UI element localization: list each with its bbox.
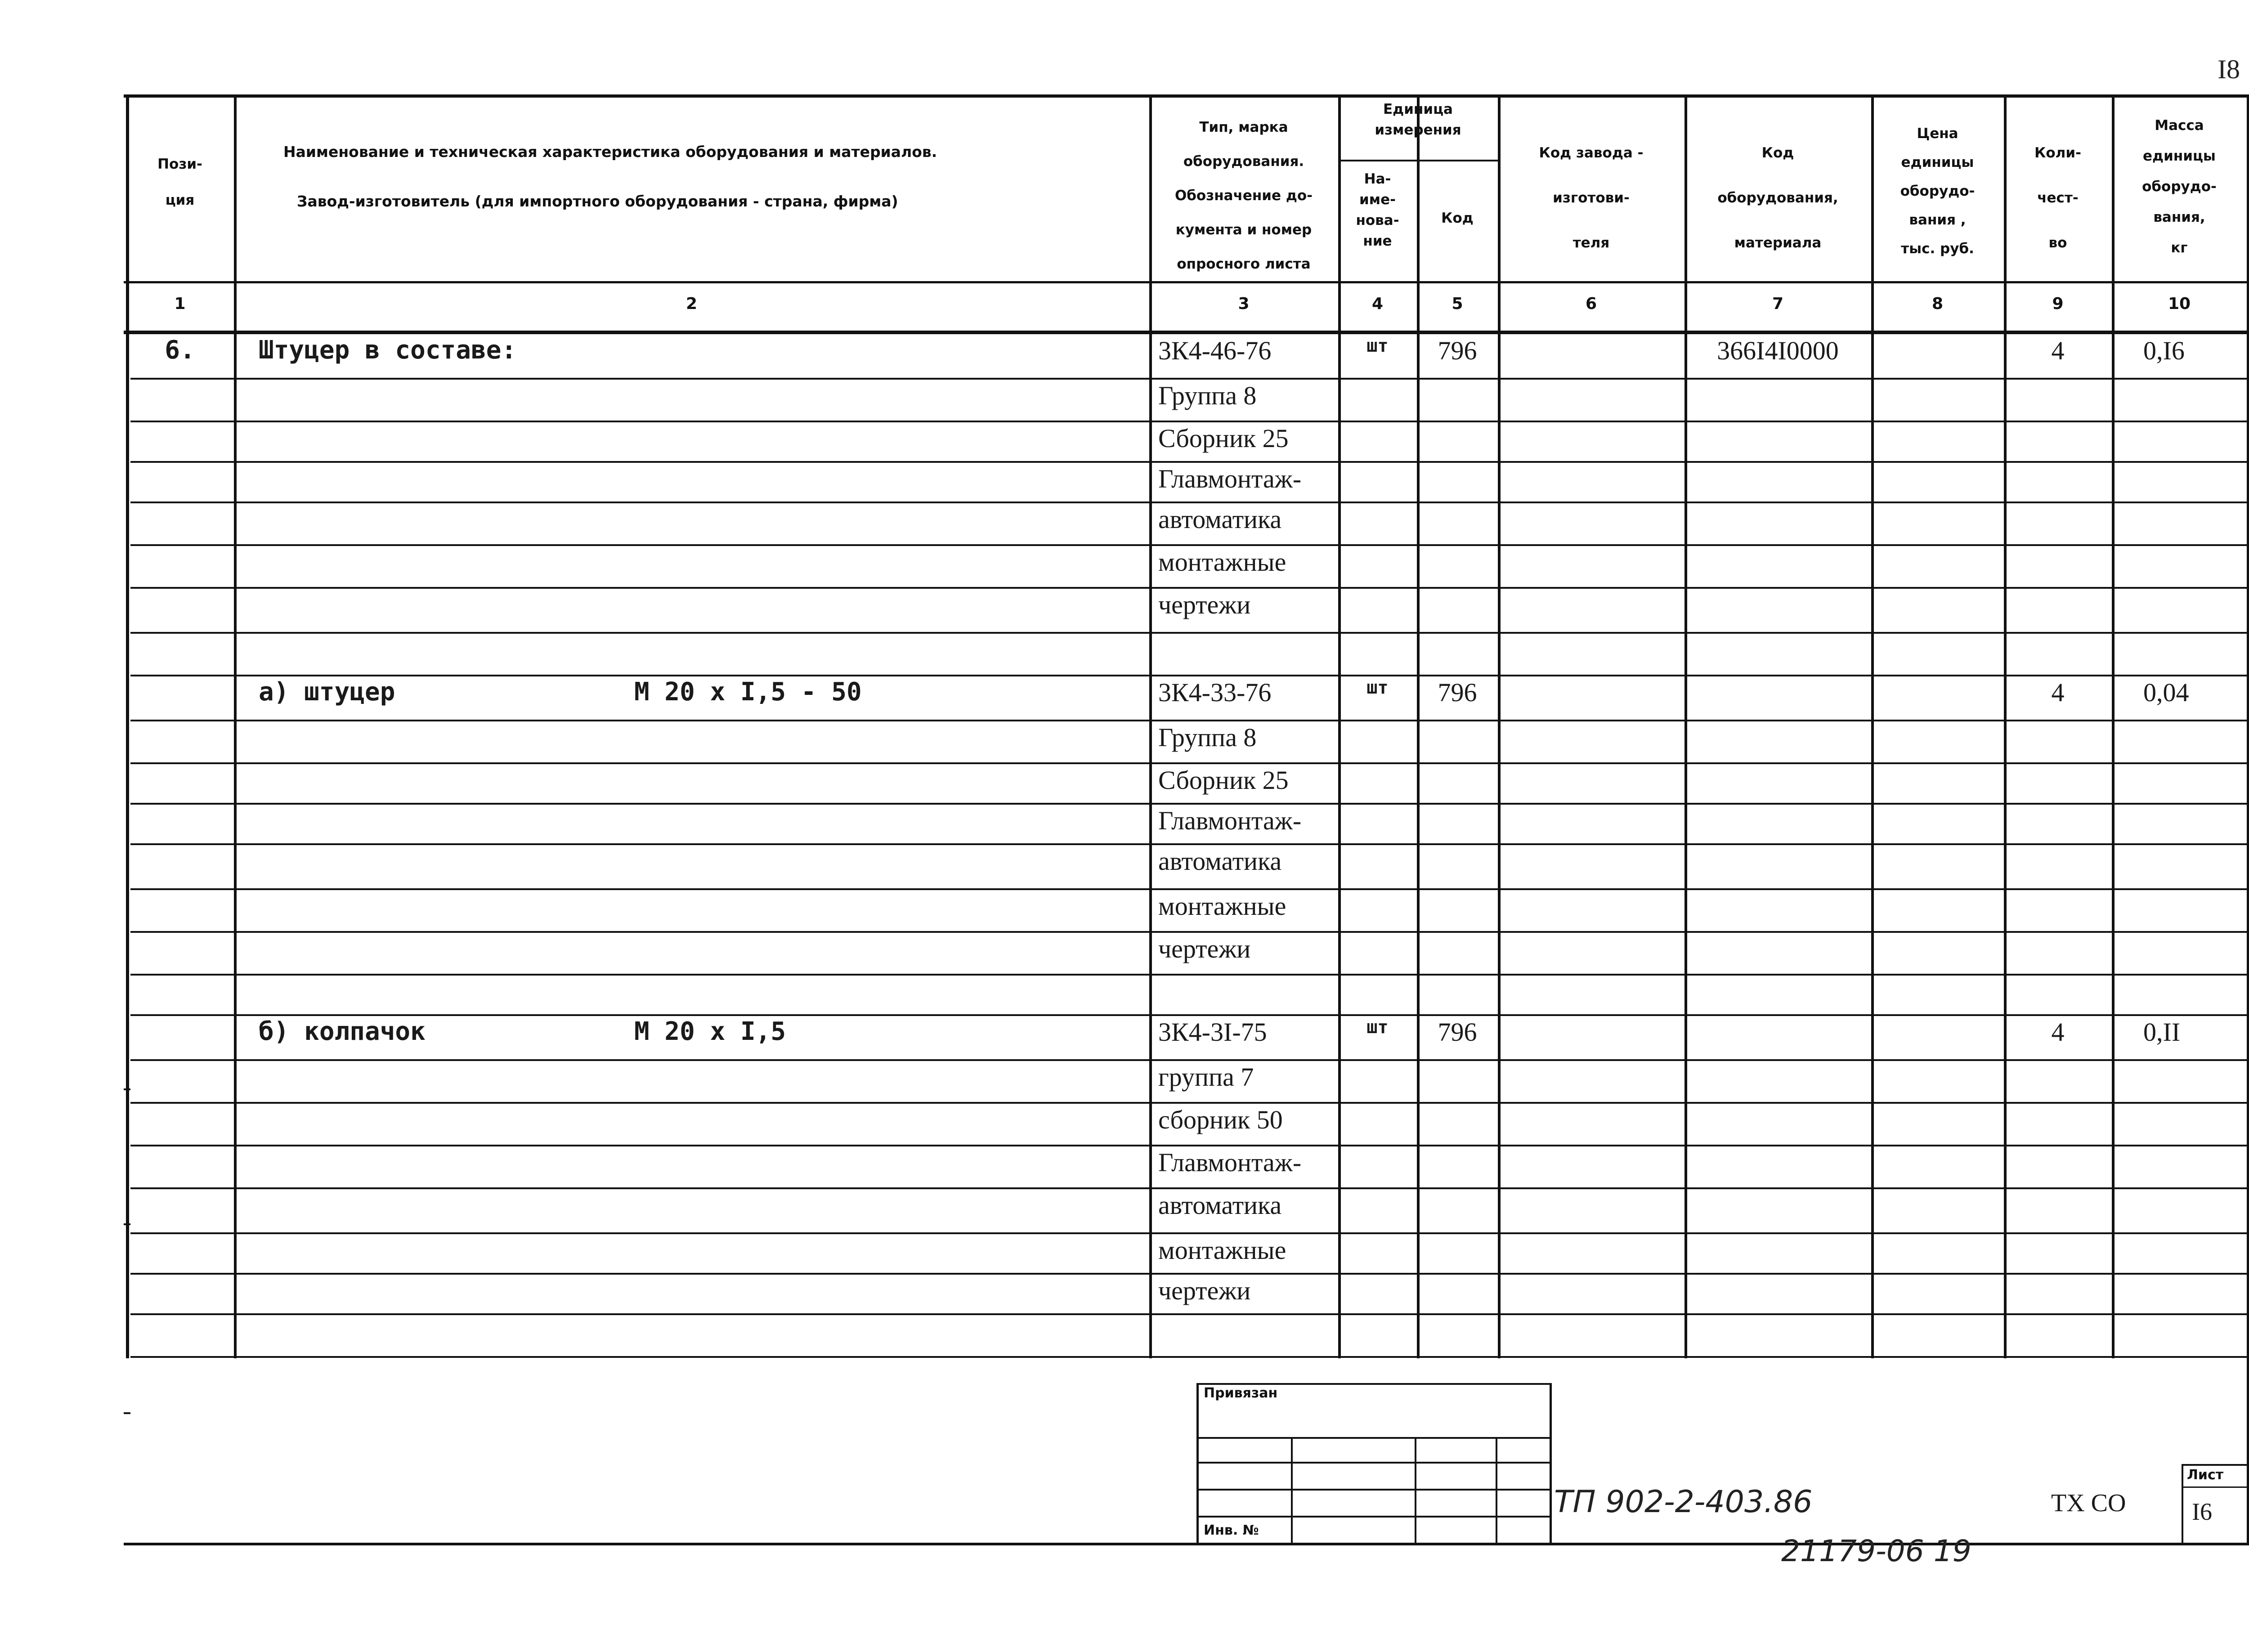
grid-line	[130, 421, 2247, 422]
grid-line	[130, 888, 2247, 890]
header-mass-line: вания,	[2153, 209, 2205, 225]
grid-line	[1291, 1437, 1293, 1543]
header-type-mark-line: опросного листа	[1177, 256, 1311, 272]
grid-line	[130, 803, 2247, 805]
column-number: 8	[1931, 295, 1944, 313]
section-code: ТХ СО	[2051, 1489, 2126, 1517]
header-unit-name-line: На-	[1364, 171, 1391, 187]
grid-line	[1550, 1383, 1552, 1543]
header-unit-name-line: ние	[1363, 233, 1392, 249]
grid-line	[124, 1223, 130, 1225]
header-factory-code-line: теля	[1573, 235, 1610, 251]
grid-line	[1496, 1437, 1497, 1543]
inv-no-label: Инв. №	[1204, 1522, 1259, 1538]
header-equipment-code-line: оборудования,	[1717, 190, 1838, 206]
grid-line	[234, 94, 237, 1358]
grid-line	[130, 1102, 2247, 1104]
grid-line	[130, 931, 2247, 933]
column-number: 4	[1371, 295, 1384, 313]
header-unit	[1338, 99, 1498, 140]
header-position-line: Пози-	[157, 156, 202, 172]
cell-doc: чертежи	[1158, 1276, 1251, 1305]
header-price	[1871, 119, 2004, 263]
cell-qty: 4	[2051, 336, 2065, 365]
cell-doc: сборник 50	[1158, 1105, 1283, 1134]
cell-unit: шт	[1366, 677, 1389, 698]
cell-doc: чертежи	[1158, 934, 1251, 963]
header-position-line: ция	[165, 192, 195, 208]
cell-name: а) штуцер	[259, 677, 395, 707]
cell-doc: автоматика	[1158, 846, 1282, 876]
cell-doc: автоматика	[1158, 505, 1282, 534]
cell-doc: 3К4-46-76	[1158, 336, 1272, 365]
grid-line	[2247, 94, 2249, 1358]
column-number: 5	[1452, 295, 1463, 313]
grid-line	[1685, 94, 1687, 1358]
grid-line	[124, 331, 2247, 334]
grid-line	[126, 94, 129, 1358]
header-price-line: тыс. руб.	[1901, 241, 1974, 257]
cell-qty: 4	[2051, 678, 2065, 707]
cell-doc: автоматика	[1158, 1191, 1282, 1220]
cell-unit-code: 796	[1438, 678, 1477, 707]
header-unit-code: Код	[1441, 210, 1474, 226]
header-type-mark-line: оборудования.	[1183, 153, 1304, 170]
cell-mass: 0,I6	[2143, 336, 2185, 365]
column-number: 6	[1585, 295, 1597, 313]
grid-line	[130, 1356, 2247, 1358]
grid-line	[1149, 94, 1152, 1358]
grid-line	[130, 632, 2247, 634]
header-name-line1: Наименование и техническая характеристика оборудования и материалов.	[283, 143, 937, 161]
grid-line	[130, 378, 2247, 380]
cell-doc: чертежи	[1158, 590, 1251, 619]
cell-qty: 4	[2051, 1017, 2065, 1047]
sheet-label: Лист	[2187, 1467, 2224, 1483]
header-mass-line: кг	[2171, 240, 2188, 256]
grid-line	[130, 843, 2247, 845]
grid-line	[2112, 94, 2115, 1358]
cell-doc: Главмонтаж-	[1158, 806, 1302, 835]
header-type-mark	[1149, 110, 1338, 281]
header-equipment-code	[1685, 130, 1871, 265]
cell-mass: 0,04	[2143, 678, 2189, 707]
grid-line	[124, 94, 2249, 98]
header-equipment-code-line: Код	[1761, 145, 1794, 161]
grid-line	[1415, 1437, 1416, 1543]
grid-line	[2182, 1464, 2247, 1466]
grid-line	[130, 762, 2247, 764]
header-position	[126, 146, 234, 218]
header-unit-name-line: име-	[1359, 192, 1396, 208]
grid-line	[124, 1412, 130, 1414]
cell-doc: Сборник 25	[1158, 424, 1289, 453]
grid-line	[130, 1187, 2247, 1189]
doc-code: ТП 902-2-403.86	[1554, 1484, 1813, 1520]
header-name-line2: Завод-изготовитель (для импортного оборудования - страна, фирма)	[297, 193, 898, 210]
grid-line	[130, 461, 2247, 463]
column-number: 1	[174, 295, 186, 313]
cell-doc: монтажные	[1158, 547, 1286, 577]
grid-line	[2182, 1464, 2183, 1543]
cell-unit-code: 796	[1438, 1017, 1477, 1047]
grid-line	[1498, 94, 1501, 1358]
cell-doc: Группа 8	[1158, 723, 1257, 752]
grid-line	[1196, 1383, 1199, 1543]
header-type-mark-line: Обозначение до-	[1174, 188, 1313, 204]
cell-unit: шт	[1366, 336, 1389, 356]
cell-mass: 0,II	[2143, 1017, 2181, 1047]
header-quantity-line: Коли-	[2034, 145, 2081, 161]
cell-spec: М 20 х I,5	[634, 1017, 786, 1046]
header-quantity-line: во	[2048, 235, 2067, 251]
grid-line	[1338, 94, 1341, 1358]
cell-spec: М 20 х I,5 - 50	[634, 677, 862, 707]
header-quantity-line: чест-	[2037, 190, 2079, 206]
header-price-line: оборудо-	[1900, 183, 1975, 199]
header-mass-line: оборудо-	[2142, 179, 2217, 195]
grid-line	[2182, 1486, 2247, 1488]
grid-line	[130, 544, 2247, 546]
grid-line	[130, 675, 2247, 676]
grid-line	[130, 1313, 2247, 1315]
cell-unit: шт	[1366, 1017, 1389, 1038]
column-number: 7	[1772, 295, 1784, 313]
privyazan-label: Привязан	[1204, 1385, 1278, 1401]
header-price-line: вания ,	[1909, 212, 1966, 228]
grid-line	[1196, 1383, 1550, 1385]
header-type-mark-line: Тип, марка	[1199, 119, 1288, 135]
cell-doc: 3К4-33-76	[1158, 678, 1272, 707]
header-unit-line: Единица	[1383, 101, 1453, 117]
cell-doc: 3К4-3I-75	[1158, 1017, 1267, 1047]
grid-line	[130, 1273, 2247, 1275]
header-unit-name	[1338, 169, 1417, 251]
column-number: 10	[2168, 295, 2191, 313]
header-quantity	[2004, 130, 2112, 265]
header-factory-code-line: Код завода -	[1539, 145, 1644, 161]
grid-line	[130, 1014, 2247, 1016]
page-number: I8	[2218, 54, 2240, 84]
bottom-stamp: 21179-06 19	[1781, 1534, 1971, 1568]
cell-doc: монтажные	[1158, 1236, 1286, 1265]
header-type-mark-line: кумента и номер	[1175, 222, 1312, 238]
header-equipment-code-line: материала	[1734, 235, 1822, 251]
header-mass-line: Масса	[2155, 117, 2204, 134]
cell-doc: Группа 8	[1158, 381, 1257, 410]
grid-line	[130, 1145, 2247, 1146]
cell-pos: 6.	[165, 336, 195, 365]
cell-doc: группа 7	[1158, 1062, 1254, 1092]
grid-line	[124, 281, 2247, 283]
cell-doc: Сборник 25	[1158, 766, 1289, 795]
grid-line	[2247, 1356, 2249, 1543]
grid-line	[1871, 94, 1874, 1358]
grid-line	[130, 1232, 2247, 1234]
cell-unit-code: 796	[1438, 336, 1477, 365]
column-number: 9	[2052, 295, 2064, 313]
grid-line	[130, 587, 2247, 589]
header-price-line: единицы	[1901, 154, 1974, 170]
grid-line	[130, 720, 2247, 721]
grid-line	[130, 1059, 2247, 1061]
cell-code: 366I4I0000	[1717, 336, 1839, 365]
cell-doc: Главмонтаж-	[1158, 1148, 1302, 1177]
grid-line	[130, 974, 2247, 976]
cell-doc: Главмонтаж-	[1158, 464, 1302, 493]
header-factory-code	[1498, 130, 1685, 265]
column-number: 3	[1238, 295, 1250, 313]
header-price-line: Цена	[1917, 125, 1958, 142]
sheet-number: I6	[2192, 1498, 2212, 1525]
grid-line	[124, 1088, 130, 1090]
grid-line	[130, 501, 2247, 503]
header-mass	[2112, 110, 2247, 263]
header-mass-line: единицы	[2143, 148, 2216, 164]
header-factory-code-line: изготови-	[1553, 190, 1630, 206]
cell-name: Штуцер в составе:	[259, 336, 517, 365]
grid-line	[2004, 94, 2007, 1358]
cell-doc: монтажные	[1158, 891, 1286, 921]
header-unit-name-line: нова-	[1356, 212, 1399, 228]
header-unit-line: измерения	[1375, 122, 1461, 138]
column-number: 2	[685, 295, 698, 313]
cell-name: б) колпачок	[259, 1017, 426, 1046]
